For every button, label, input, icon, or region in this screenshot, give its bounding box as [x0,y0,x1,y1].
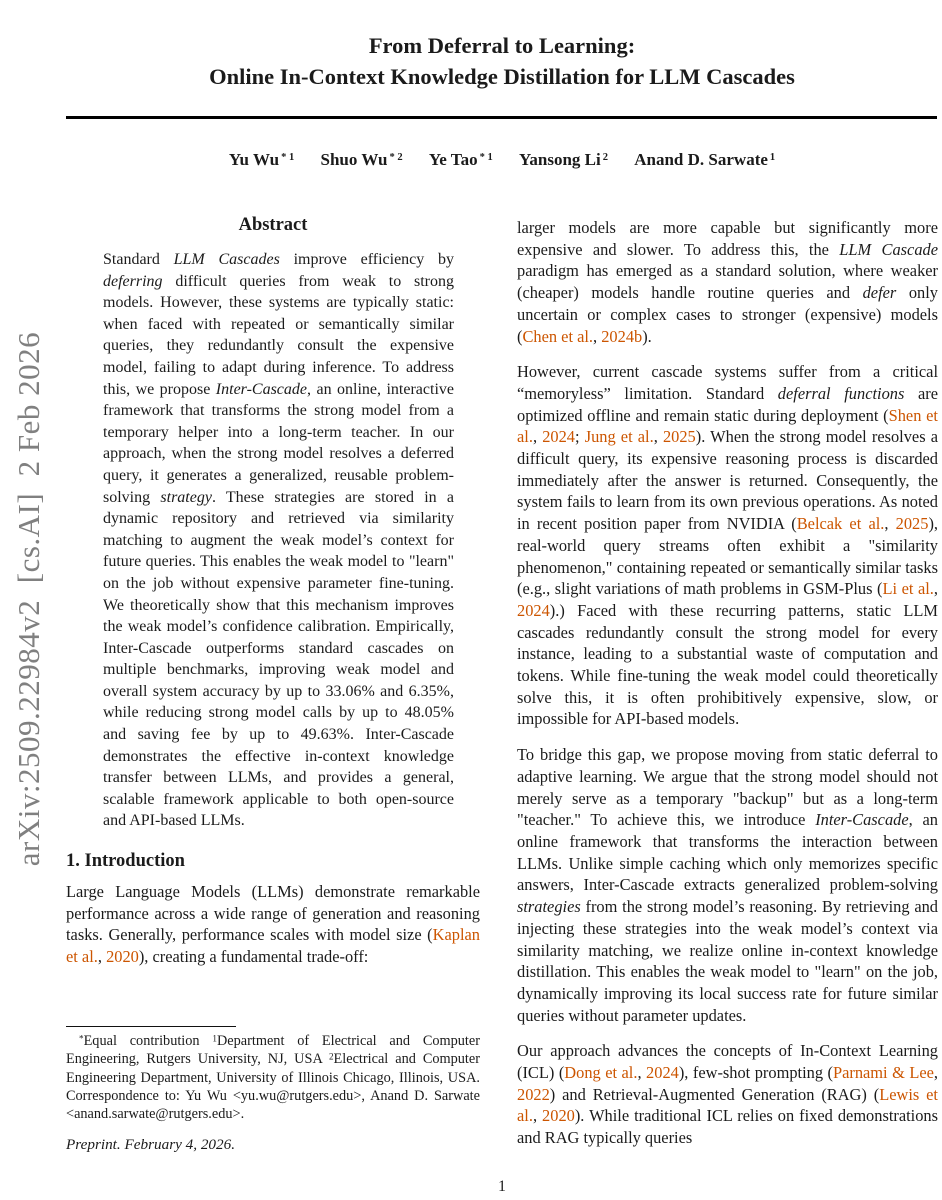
text-segment: Large Language Models (LLMs) demonstrate remarkable performance across a wide range of generation and reasoning tasks. Generally, performance scales with model size ( [66,882,480,945]
citation-link[interactable]: Kaplan et al. [66,925,480,967]
text-segment: improve efficiency by [279,251,455,268]
section-heading-introduction: 1. Introduction [66,851,185,872]
text-segment: Our approach advances the concepts of In-Context Learning (ICL) ( [517,1041,938,1083]
text-segment: * [79,1033,84,1044]
text-segment: , [653,427,663,447]
citation-link[interactable]: 2024 [542,427,575,447]
author-ye-tao [429,150,493,169]
text-segment: , [884,514,896,534]
citation-link[interactable]: 2024b [601,326,643,346]
right-column [517,217,938,1163]
citation-link[interactable]: 2024 [517,600,550,620]
text-segment: ), real-world query streams often exhibit a "similarity phenomenon," containing repeated or semantically similar tasks (e.g., slight variations of math problems in GSM-Plus ( [517,514,938,599]
footnote-text [66,1032,480,1123]
body-paragraph-4 [517,1040,938,1149]
text-segment: strategies [517,897,581,917]
text-segment: defer [862,283,897,303]
text-segment: Standard [103,251,174,268]
text-segment: deferral functions [777,383,905,403]
author-affiliation-sup: * 1 [479,152,493,164]
text-segment: However, current cascade systems suffer from a critical “memoryless” limitation. Standard [517,362,938,403]
text-segment: To bridge this gap, we propose moving from static deferral to adaptive learning. We argue that the strong model should not merely serve as a temporary "backup" but as a long-term "teacher." To achieve this, we introduce [517,745,938,830]
author-shuo-wu [321,150,403,169]
text-segment: only uncertain or complex cases to stronger (expensive) models ( [517,283,938,346]
text-segment: ; [574,427,585,447]
abstract-paragraph [103,249,454,832]
text-segment: LLM Cascades [173,251,280,268]
citation-link[interactable]: Belcak et al. [796,514,885,534]
text-segment: are optimized offline and remain static during deployment ( [517,383,938,425]
text-segment: 1 [212,1033,217,1044]
text-segment: , [933,1063,938,1083]
text-segment: paradigm has emerged as a standard solution, where weaker (cheaper) models handle routine queries and [517,261,938,303]
author-line [66,150,938,170]
author-name: Yu Wu [228,150,280,169]
citation-link[interactable]: 2020 [542,1106,575,1126]
footnote-rule [66,1026,236,1027]
page-number: 1 [498,1178,506,1195]
citation-link[interactable]: Li et al. [882,579,934,599]
text-segment: strategy [160,488,212,506]
body-paragraph-1 [517,217,938,347]
text-segment: ), creating a fundamental trade-off: [138,947,369,967]
text-segment: difficult queries from weak to strong models. However, these systems are typically static: when faced with repeated or semantically similar queries, they redundantly consult the expensive model, failing to adapt during inference. To address this, we propose [103,272,454,398]
citation-link[interactable]: Dong et al. [564,1063,638,1083]
citation-link[interactable]: 2024 [646,1063,679,1083]
text-segment: ).) Faced with these recurring patterns, static LLM cascades redundantly consult the strong model for every instance, leading to a substantial waste of computation and tokens. While fine-tuning the weak model could theoretically solve this, it is often prohibitively expensive, slow, or impossible for API-based models. [517,600,938,729]
text-segment: ). [642,326,652,346]
text-segment: ) and Retrieval-Augmented Generation (RAG) ( [549,1084,880,1104]
text-segment: ), few-shot prompting ( [678,1063,833,1083]
text-segment: from the strong model’s reasoning. By retrieving and injecting these strategies into the weak model’s context via similarity matching, we realize online in-context knowledge distillation. This enables the weak model to "learn" on the job, dynamically improving its local success rate for future similar queries without parameter updates. [517,897,938,1025]
abstract-heading: Abstract [238,215,308,235]
text-segment: ). While traditional ICL relies on fixed demonstrations and RAG typically queries [517,1106,938,1148]
author-affiliation-sup: * 1 [281,152,295,164]
citation-link[interactable]: 2025 [895,514,929,534]
header-rule [66,116,937,119]
author-yansong-li [519,150,608,169]
text-segment: Electrical and Computer Engineering Department, University of Illinois Chicago, Illinois, USA. Correspondence to: Yu Wu <yu.wu@rutgers.edu>, Anand D. Sarwate <anand.sarwate@rutgers.edu>. [66,1051,480,1123]
citation-link[interactable]: Lewis et al. [517,1084,938,1126]
text-segment: , [532,1106,543,1126]
text-segment: deferring [103,272,163,290]
title-line-2: Online In-Context Knowledge Distillation for LLM Cascades [209,64,795,89]
text-segment: . These strategies are stored in a dynamic repository and retrieved via similarity matching to augment the weak model’s context for future queries. This enables the weak model to "learn" on the job without expensive parameter fine-tuning. We theoretically show that this mechanism improves the weak model’s confidence calibration. Empirically, Inter-Cascade outperforms standard cascades on multiple benchmarks, improving weak model and overall system accuracy by up to 33.06% and 6.35%, while reducing strong model calls by up to 48.05% and saving fee by up to 49.63%. Inter-Cascade demonstrates the effective in-context knowledge transfer between LLMs, and provides a general, scalable framework applicable to both open-source and API-based LLMs. [103,488,455,830]
preprint-note: Preprint. February 4, 2026. [66,1136,236,1154]
author-yu-wu [229,150,294,169]
text-segment: ). When the strong model resolves a difficult query, its expensive reasoning process is discarded immediately after the answer is returned. Consequently, the system fails to learn from its own previous operations. As noted in recent position paper from NVIDIA ( [517,427,939,534]
text-segment: Inter-Cascade [215,380,308,398]
text-segment: , [97,947,107,967]
text-segment: , an online, interactive framework that transforms the strong model from a temporary helper into a long-term teacher. In our approach, when the strong model resolves a deferred query, it generates a generalized, reusable problem-solving [103,380,454,506]
text-segment: Department of Electrical and Computer Engineering, Rutgers University, NJ, USA [66,1033,480,1068]
arxiv-stamp: arXiv:2509.22984v2 [cs.AI] 2 Feb 2026 [11,331,46,867]
citation-link[interactable]: 2020 [106,947,139,967]
body-paragraph-2 [517,361,938,730]
citation-link[interactable]: 2022 [517,1084,550,1104]
text-segment: , [933,579,938,599]
author-name: Shuo Wu [320,150,388,169]
footnote-block [66,1026,480,1154]
citation-link[interactable]: Parnami & Lee [832,1063,934,1083]
author-anand-sarwate [634,150,775,169]
text-segment: Equal contribution [83,1033,213,1049]
intro-paragraph [66,881,480,968]
author-affiliation-sup: * 2 [389,152,403,164]
text-segment: , [532,427,543,447]
text-segment: , an online framework that transforms the interaction between LLMs. Unlike simple caching which only memorizes specific answers, Inter-Cascade extracts generalized problem-solving [517,810,938,895]
author-affiliation-sup: 1 [769,152,776,164]
citation-link[interactable]: Chen et al. [522,326,594,346]
body-paragraph-3 [517,744,938,1026]
author-name: Anand D. Sarwate [634,150,768,169]
citation-link[interactable]: Jung et al. [584,427,654,447]
citation-link[interactable]: 2025 [662,427,696,447]
text-segment: , [593,326,602,346]
text-segment: 2 [328,1051,334,1062]
text-segment: LLM Cascade [839,239,938,259]
author-affiliation-sup: 2 [602,152,608,164]
author-name: Yansong Li [519,150,601,169]
paper-title [66,30,938,92]
author-name: Ye Tao [428,150,478,169]
left-column [66,215,480,982]
citation-link[interactable]: Shen et al. [517,405,938,447]
text-segment: , [637,1063,647,1083]
title-line-1: From Deferral to Learning: [368,33,636,58]
text-segment: Inter-Cascade [815,810,909,830]
text-segment: larger models are more capable but significantly more expensive and slower. To address this, the [517,218,938,259]
